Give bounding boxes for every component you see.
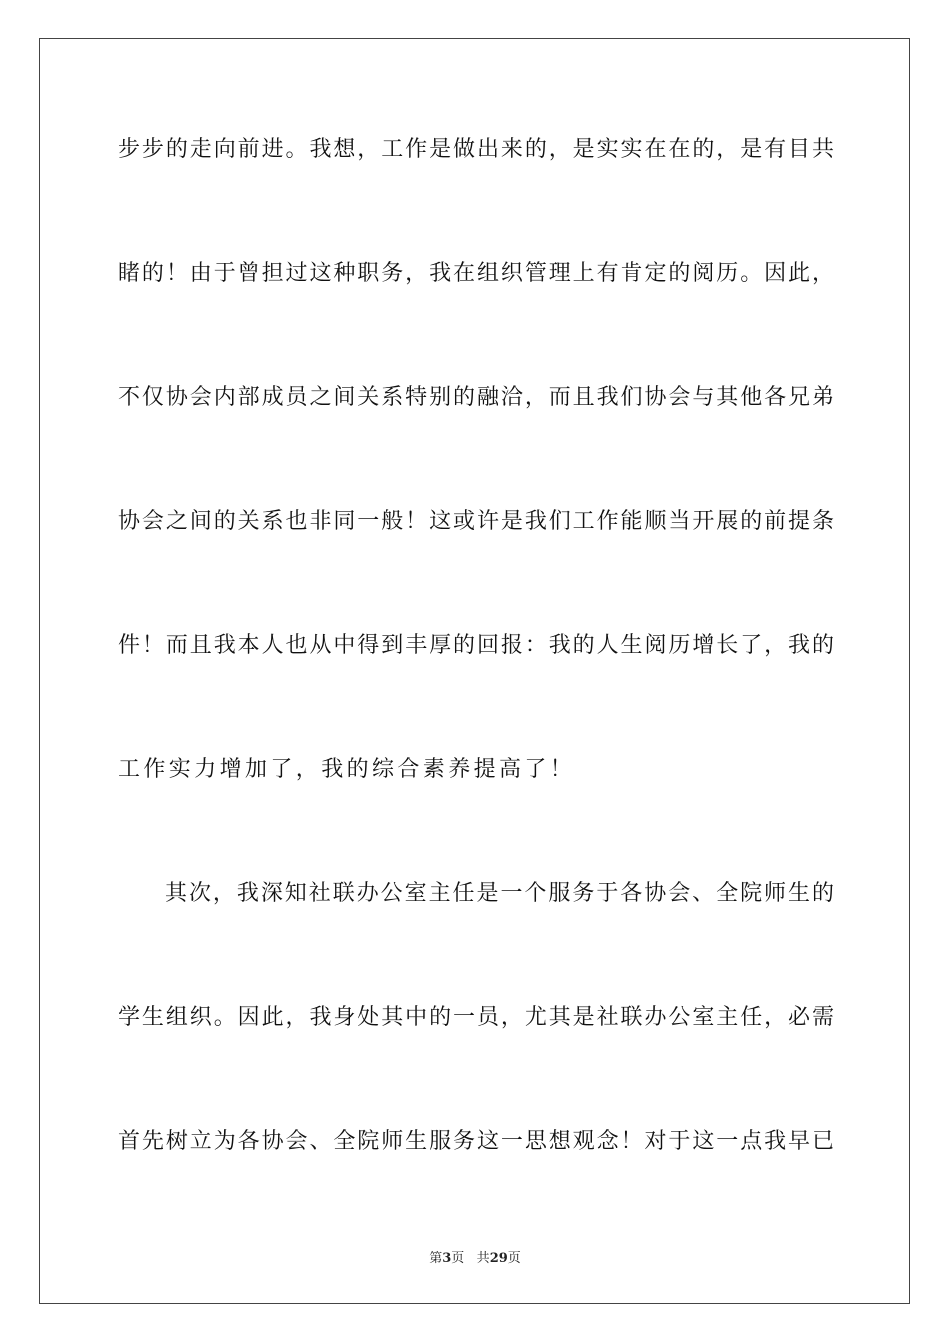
text-line-3: 不仅协会内部成员之间关系特别的融洽，而且我们协会与其他各兄弟 [118,385,834,410]
text-line-7: 其次，我深知社联办公室主任是一个服务于各协会、全院师生的 [165,881,834,906]
text-line-1: 步步的走向前进。我想，工作是做出来的，是实实在在的，是有目共 [118,137,834,162]
page-footer [0,1247,950,1266]
document-body [118,124,834,1240]
text-line-9: 首先树立为各协会、全院师生服务这一思想观念！对于这一点我早已 [118,1129,834,1154]
page-suffix: 页 [451,1251,465,1266]
total-prefix: 共 [476,1251,490,1266]
text-line-4: 协会之间的关系也非同一般！这或许是我们工作能顺当开展的前提条 [118,509,834,534]
text-line-2: 睹的！由于曾担过这种职务，我在组织管理上有肯定的阅历。因此， [118,261,834,286]
text-line-6: 工作实力增加了，我的综合素养提高了！ [118,757,576,782]
page-number: 3 [442,1251,452,1266]
text-line-8: 学生组织。因此，我身处其中的一员，尤其是社联办公室主任，必需 [118,1005,834,1030]
text-line-5: 件！而且我本人也从中得到丰厚的回报：我的人生阅历增长了，我的 [118,633,834,658]
page-prefix: 第 [429,1251,443,1266]
total-pages: 29 [489,1251,508,1266]
total-suffix: 页 [507,1251,521,1266]
